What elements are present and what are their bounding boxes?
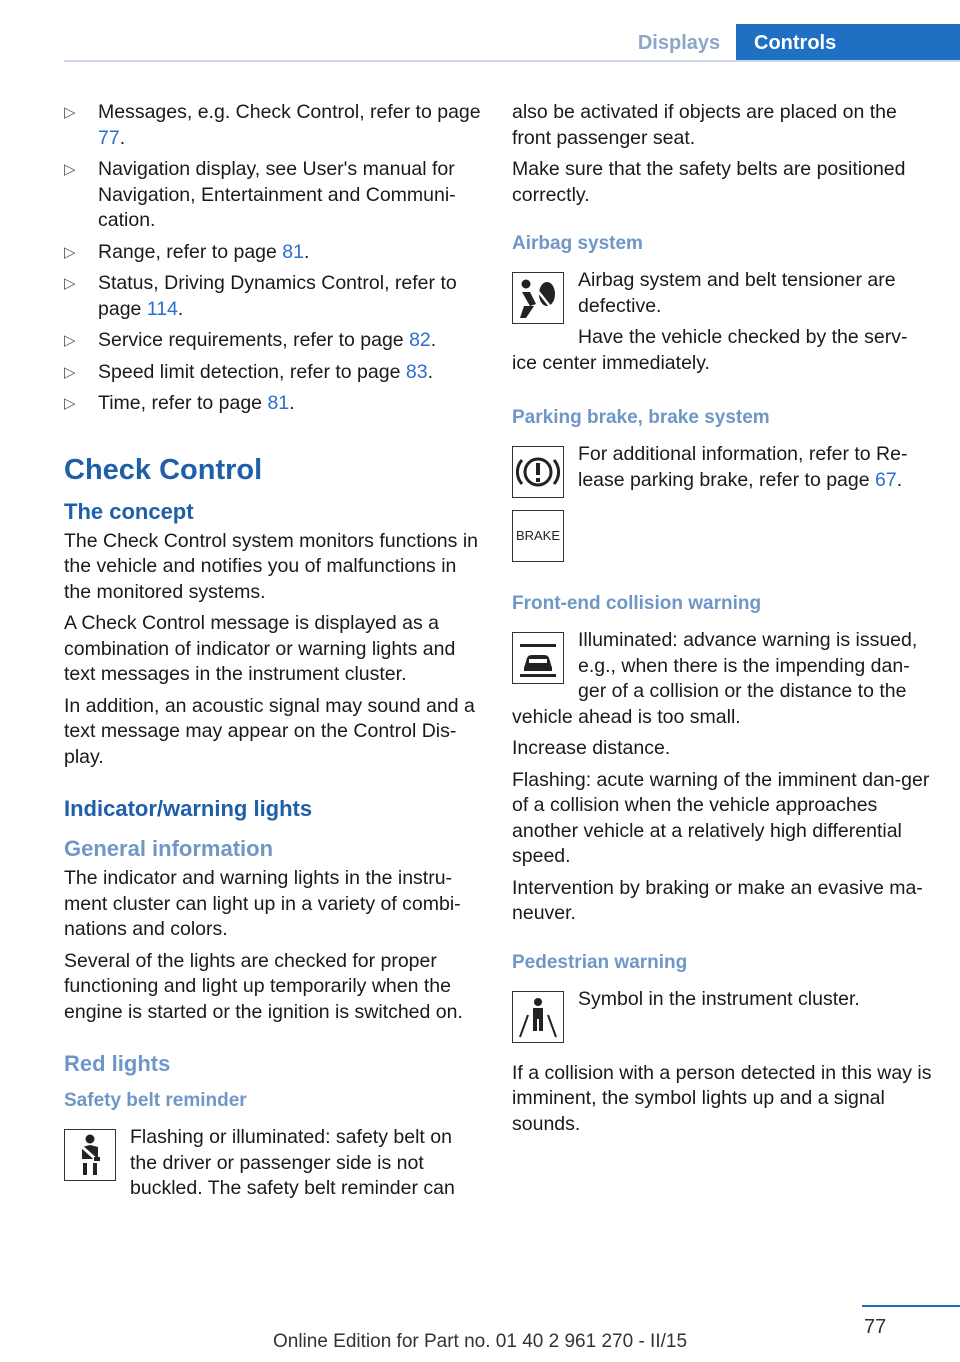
paragraph: For additional information, refer to Re-lease parking brake, refer to page 67. [578,443,908,491]
car-collision-icon [512,632,564,684]
paragraph: The indicator and warning lights in the instru-ment cluster can light up in a variety of combi-nations and colors. [64,867,461,940]
item-title-airbag-system: Airbag system [512,233,643,254]
triangle-bullet-icon: ▷ [64,332,76,349]
brake-text-icon [512,510,564,562]
paragraph: Illuminated: advance warning is issued, e.g., when there is the impending dan-ger of a collision or the distance to the vehicle ahead is too small. [512,629,918,728]
brake-warning-icon [512,446,564,498]
page-link[interactable]: 83 [405,360,428,383]
item-title-parking-brake: Parking brake, brake system [512,407,770,428]
list-item: ▷ Service requirements, refer to page 82. [64,328,484,354]
paragraph: Make sure that the safety belts are positioned correctly. [512,158,906,206]
paragraph: Intervention by braking or make an evasive ma-neuver. [512,876,923,924]
list-item: ▷ Range, refer to page 81. [64,240,484,266]
paragraph: also be activated if objects are placed on the front passenger seat. [512,101,897,149]
display-contents-list [64,100,484,417]
page-link[interactable]: 67 [875,468,897,491]
subsection-title-red-lights: Red lights [64,1051,171,1076]
paragraph: The Check Control system monitors functions in the vehicle and notifies you of malfunctions in the monitored systems. [64,529,478,603]
paragraph: Have the vehicle checked by the serv-ice center immediately. [512,326,908,374]
airbag-warning-icon [512,272,564,324]
page-link[interactable]: 114 [146,297,178,320]
paragraph: Flashing: acute warning of the imminent dan-ger of a collision when the vehicle approaches another vehicle at a relatively high differential speed. [512,768,930,867]
edition-footer: Online Edition for Part no. 01 40 2 961 270 - II/15 [272,1331,688,1352]
chapter-tab-controls: Controls [736,24,960,62]
page-link[interactable]: 81 [282,240,304,263]
page-link[interactable]: 82 [409,329,431,351]
right-column [512,100,932,1143]
paragraph: Flashing or illuminated: safety belt on the driver or passenger side is not buckled. The safety belt reminder can [130,1126,455,1199]
list-item: ▷ Speed limit detection, refer to page 83. [64,360,484,386]
footer-rule [862,1305,960,1307]
page-number: 77 [864,1316,887,1338]
list-item: ▷ Messages, e.g. Check Control, refer to page 77. [64,101,481,149]
item-title-front-end-collision: Front-end collision warning [512,593,762,614]
subsection-title-concept: The concept [64,498,194,524]
left-column [64,100,484,1208]
triangle-bullet-icon: ▷ [64,104,76,121]
list-item: ▷ Navigation display, see User's manual for Navigation, Entertainment and Communi-cation. [64,158,456,231]
triangle-bullet-icon: ▷ [64,161,76,178]
triangle-bullet-icon: ▷ [64,395,76,412]
subsection-title-indicator-lights: Indicator/warning lights [64,796,313,821]
header-rule [64,60,960,62]
page-link[interactable]: 77 [98,126,120,149]
brake-icon-label: BRAKE [515,528,561,544]
paragraph: Symbol in the instrument cluster. [578,987,860,1010]
list-item: ▷ Time, refer to page 81. [64,391,484,417]
paragraph: Several of the lights are checked for proper functioning and light up temporarily when the engine is started or the ignition is switched on. [64,949,463,1023]
paragraph: If a collision with a person detected in this way is imminent, the symbol lights up and a signal sounds. [512,1061,932,1135]
section-tab-displays: Displays [637,31,721,54]
list-item: ▷ Status, Driving Dynamics Control, refer to page 114. [64,272,457,320]
triangle-bullet-icon: ▷ [64,363,76,381]
triangle-bullet-icon: ▷ [64,243,76,261]
section-title-check-control: Check Control [64,453,263,486]
pedestrian-warning-icon [512,991,564,1043]
paragraph: Increase distance. [512,737,671,759]
paragraph: A Check Control message is displayed as a combination of indicator or warning lights and text messages in the instrument cluster. [64,612,456,685]
paragraph: Airbag system and belt tensioner are defective. [578,269,896,317]
seatbelt-warning-icon [64,1129,116,1181]
paragraph: In addition, an acoustic signal may sound and a text message may appear on the Control Dis-play. [64,694,475,768]
item-title-safety-belt-reminder: Safety belt reminder [64,1090,247,1111]
triangle-bullet-icon: ▷ [64,275,76,292]
subsection-title-general-information: General information [64,836,274,861]
item-title-pedestrian-warning: Pedestrian warning [512,951,688,973]
page-link[interactable]: 81 [267,392,290,414]
